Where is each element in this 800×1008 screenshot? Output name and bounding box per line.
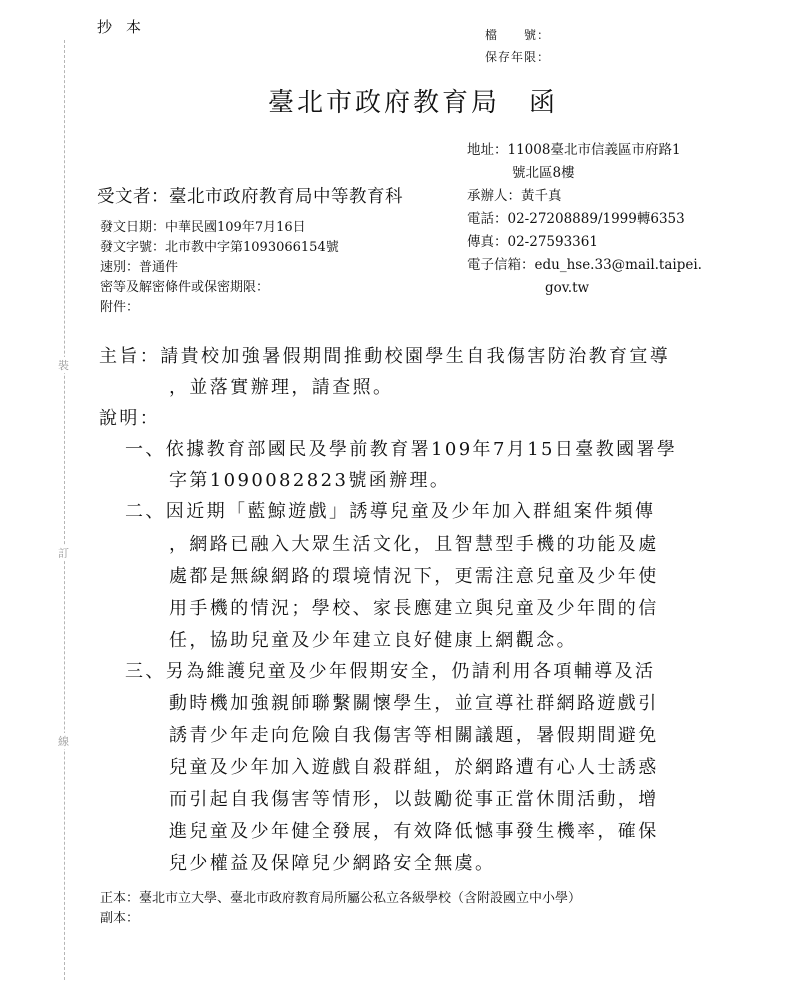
item-1-line-1: 一、依據教育部國民及學前教育署109年7月15日臺教國署學 [125, 439, 678, 460]
address-line-1: 地址：11008臺北市信義區市府路1 [467, 142, 681, 158]
recipient: 受文者：臺北市政府教育局中等教育科 [97, 187, 403, 207]
item-2-line-1: 二、因近期「藍鯨遊戲」誘導兒童及少年加入群組案件頻傳 [125, 501, 656, 522]
binding-mark-ding: 訂 [58, 547, 69, 560]
file-number-label: 檔 號： [485, 28, 551, 42]
item-3-line-3: 誘青少年走向危險自我傷害等相關議題，暑假期間避免 [169, 725, 659, 746]
attachment: 附件： [100, 300, 140, 315]
phone: 電話：02-27208889/1999轉6353 [467, 211, 685, 227]
item-2-line-4: 用手機的情況；學校、家長應建立與兒童及少年間的信 [169, 598, 659, 619]
email-line-2: gov.tw [545, 280, 590, 296]
distribution-primary: 正本：臺北市立大學、臺北市政府教育局所屬公私立各級學校（含附設國立中小學） [100, 891, 582, 906]
distribution-copy: 副本： [100, 911, 140, 926]
item-2-line-3: 處都是無線網路的環境情況下，更需注意兒童及少年使 [169, 566, 659, 587]
item-3-line-4: 兒童及少年加入遊戲自殺群組，於網路遭有心人士誘惑 [169, 757, 659, 778]
item-2-line-5: 任，協助兒童及少年建立良好健康上網觀念。 [169, 630, 577, 651]
copy-mark: 抄本 [97, 18, 156, 36]
document-meta [100, 218, 339, 318]
contact-block [467, 139, 702, 300]
speed: 速別：普通件 [100, 260, 179, 275]
item-3-line-7: 兒少權益及保障兒少網路安全無虞。 [169, 853, 496, 874]
security-level: 密等及解密條件或保密期限： [100, 280, 270, 295]
item-3-line-5: 而引起自我傷害等情形，以鼓勵從事正當休閒活動，增 [169, 789, 659, 810]
handler: 承辦人：黃千真 [467, 188, 562, 204]
explanation-label: 說明： [99, 408, 161, 429]
subject-line-2: ，並落實辦理，請查照。 [169, 377, 394, 398]
fax: 傳真：02-27593361 [467, 234, 598, 250]
item-1-line-2: 字第1090082823號函辦理。 [169, 470, 451, 491]
item-3-line-1: 三、另為維護兒童及少年假期安全，仍請利用各項輔導及活 [125, 661, 656, 682]
binding-mark-zhuang: 裝 [58, 359, 69, 372]
binding-mark-xian: 線 [58, 735, 69, 748]
item-2-line-2: ，網路已融入大眾生活文化，且智慧型手機的功能及處 [169, 534, 659, 555]
retention-label: 保存年限： [485, 50, 551, 64]
binding-line [64, 40, 65, 980]
item-3-line-2: 動時機加強親師聯繫關懷學生，並宣導社群網路遊戲引 [169, 693, 659, 714]
document-title: 臺北市政府教育局 函 [268, 88, 559, 118]
issue-date: 發文日期：中華民國109年7月16日 [100, 220, 306, 235]
subject-line-1: 主旨：請貴校加強暑假期間推動校園學生自我傷害防治教育宣導 [99, 346, 671, 367]
issue-number: 發文字號：北市教中字第1093066154號 [100, 240, 339, 255]
address-line-2: 號北區8樓 [512, 165, 575, 181]
item-3-line-6: 進兒童及少年健全發展，有效降低憾事發生機率，確保 [169, 821, 659, 842]
email-line-1: 電子信箱：edu_hse.33@mail.taipei. [467, 257, 702, 273]
